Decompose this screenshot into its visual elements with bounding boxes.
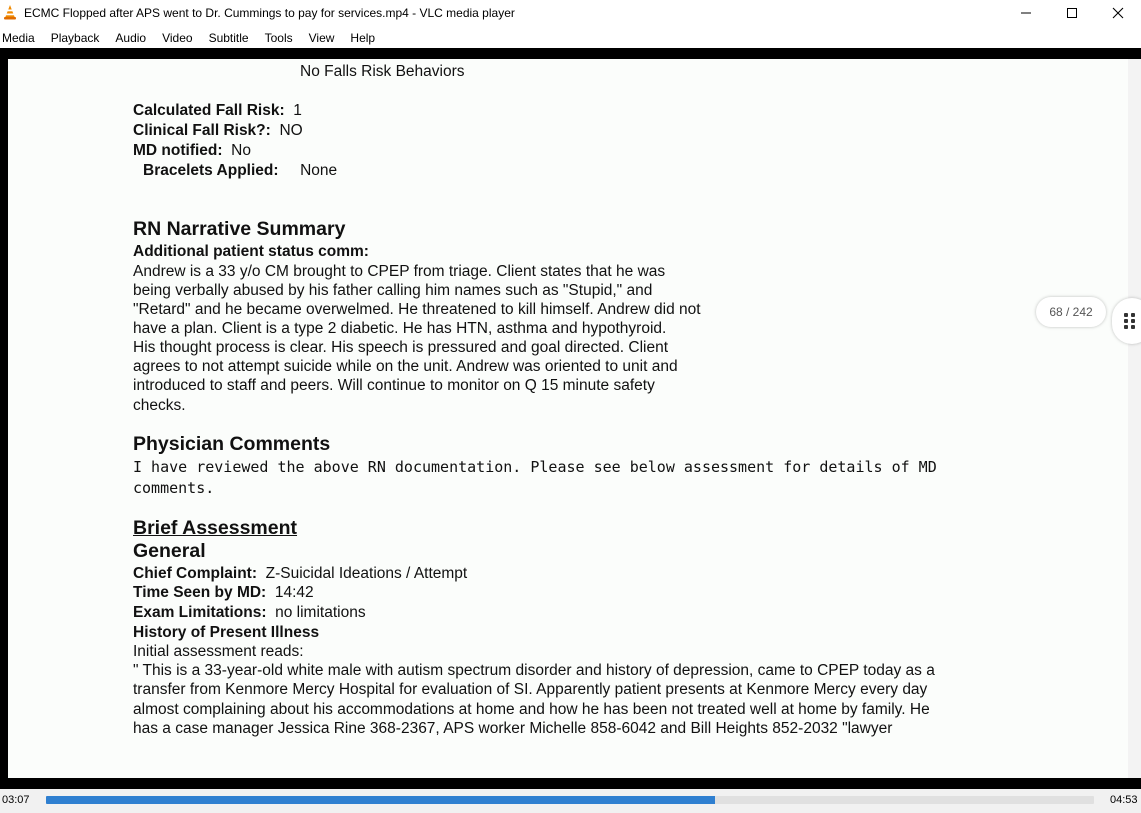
page-counter: 68 / 242 <box>1036 297 1106 327</box>
minimize-button[interactable] <box>1003 0 1049 25</box>
bracelets-applied <box>143 161 337 180</box>
hpi-heading: History of Present Illness <box>133 624 320 641</box>
initial-assessment-reads: Initial assessment reads: <box>133 643 304 660</box>
menu-tools[interactable]: Tools <box>264 30 293 45</box>
vlc-cone-icon <box>2 4 18 20</box>
playback-controls <box>0 789 1141 813</box>
chief-complaint <box>133 564 467 583</box>
physician-text-line: comments. <box>133 479 215 497</box>
document-page <box>8 59 1128 778</box>
clinical-fall-risk <box>133 121 303 140</box>
md-notified-label: MD notified: <box>133 142 223 159</box>
seek-bar[interactable] <box>46 796 1094 804</box>
time-seen-value: 14:42 <box>274 584 314 601</box>
brief-assessment-heading: Brief Assessment <box>133 517 298 539</box>
hpi-text-line: almost complaining about his accommodations at home and how he has been not treated well at home by family. He <box>133 701 930 718</box>
more-options-button[interactable] <box>1112 298 1141 344</box>
total-time: 04:53 <box>1110 794 1138 806</box>
time-seen <box>133 583 314 602</box>
clinical-fall-risk-label: Clinical Fall Risk?: <box>133 122 271 139</box>
md-notified-value: No <box>231 142 251 159</box>
general-heading: General <box>133 540 206 562</box>
grid-dots-icon <box>1124 313 1138 329</box>
rn-text-line: agrees to not attempt suicide while on the unit. Andrew was oriented to unit and <box>133 358 678 375</box>
window-title: ECMC Flopped after APS went to Dr. Cummings to pay for services.mp4 - VLC media player <box>24 5 515 20</box>
physician-comments-heading: Physician Comments <box>133 433 331 455</box>
menu-bar <box>0 27 1141 48</box>
calculated-fall-risk <box>133 101 302 120</box>
rn-text-line: introduced to staff and peers. Will continue to monitor on Q 15 minute safety <box>133 377 655 394</box>
menu-video[interactable]: Video <box>162 30 193 45</box>
clinical-fall-risk-value: NO <box>279 122 303 139</box>
rn-text-line: being verbally abused by his father calling him names such as "Stupid," and <box>133 282 653 299</box>
physician-text-line: I have reviewed the above RN documentation. Please see below assessment for details of MD <box>133 458 937 476</box>
video-area[interactable] <box>0 48 1141 789</box>
menu-playback[interactable]: Playback <box>50 30 100 45</box>
rn-text-line: Andrew is a 33 y/o CM brought to CPEP from triage. Client states that he was <box>133 263 666 280</box>
maximize-button[interactable] <box>1049 0 1095 25</box>
exam-limitations <box>133 603 366 622</box>
close-icon <box>1112 7 1124 19</box>
seek-bar-fill <box>46 796 715 804</box>
md-notified <box>133 141 251 160</box>
exam-limitations-label: Exam Limitations: <box>133 604 267 621</box>
rn-narrative-heading: RN Narrative Summary <box>133 218 346 240</box>
rn-text-line: have a plan. Client is a type 2 diabetic. He has HTN, asthma and hypothyroid. <box>133 320 667 337</box>
calculated-fall-risk-value: 1 <box>293 102 302 119</box>
minimize-icon <box>1020 7 1032 19</box>
page-scrollbar[interactable] <box>1128 59 1141 778</box>
bracelets-applied-label: Bracelets Applied: <box>143 162 279 179</box>
menu-view[interactable]: View <box>308 30 335 45</box>
close-button[interactable] <box>1095 0 1141 25</box>
menu-audio[interactable]: Audio <box>115 30 147 45</box>
exam-limitations-value: no limitations <box>275 604 366 621</box>
rn-text-line: His thought process is clear. His speech is pressured and goal directed. Client <box>133 339 669 356</box>
hpi-text-line: " This is a 33-year-old white male with autism spectrum disorder and history of depression, came to CPEP today as a <box>133 662 935 679</box>
title-bar <box>0 0 1141 25</box>
menu-subtitle[interactable]: Subtitle <box>208 30 249 45</box>
time-seen-label: Time Seen by MD: <box>133 584 267 601</box>
hpi-text-line: transfer from Kenmore Mercy Hospital for evaluation of SI. Apparently patient presents at Kenmore Mercy every day <box>133 681 928 698</box>
maximize-icon <box>1066 7 1078 19</box>
rn-text-line: "Retard" and he became overwelmed. He threatened to kill himself. Andrew did not <box>133 301 701 318</box>
rn-text-line: checks. <box>133 397 186 414</box>
menu-media[interactable]: Media <box>2 30 35 45</box>
chief-complaint-value: Z-Suicidal Ideations / Attempt <box>265 565 468 582</box>
calculated-fall-risk-label: Calculated Fall Risk: <box>133 102 285 119</box>
bracelets-applied-value: None <box>300 162 338 179</box>
elapsed-time: 03:07 <box>2 794 30 806</box>
fall-risk-behaviors: No Falls Risk Behaviors <box>300 63 465 80</box>
chief-complaint-label: Chief Complaint: <box>133 565 257 582</box>
menu-help[interactable]: Help <box>350 30 376 45</box>
rn-subheading: Additional patient status comm: <box>133 243 369 260</box>
hpi-text-line: has a case manager Jessica Rine 368-2367, APS worker Michelle 858-6042 and Bill Heights 852-2032 "lawyer <box>133 720 893 737</box>
